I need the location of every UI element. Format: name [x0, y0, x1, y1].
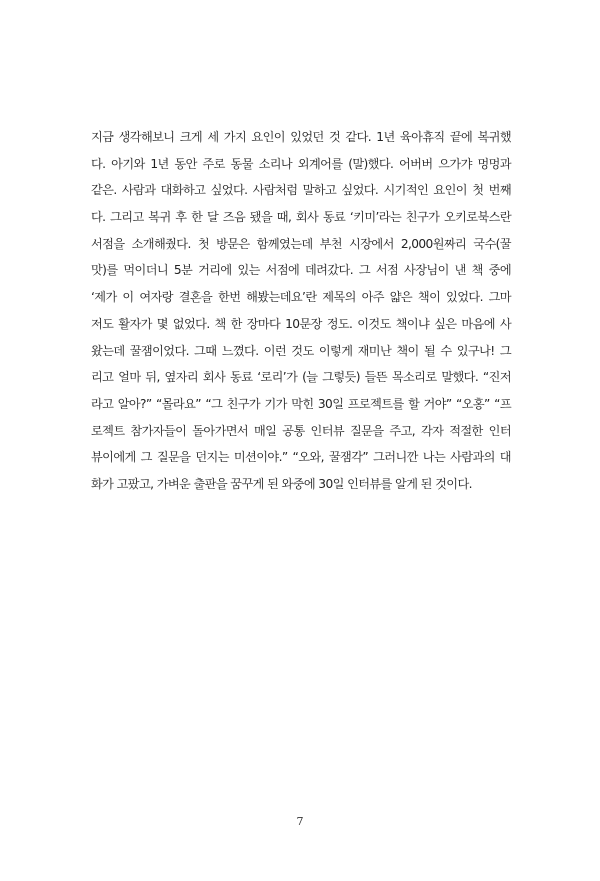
- text-line: 로젝트 참가자들이 돌아가면서 매일 공통 인터뷰 질문을 주고, 각자 적절한 인터: [91, 423, 511, 438]
- text-line: 리고 얼마 뒤, 옆자리 회사 동료 ‘로리’가 (늘 그렇듯) 들뜬 목소리로 말했다. “진저: [91, 370, 511, 385]
- text-line: 다. 그리고 복귀 후 한 달 즈음 됐을 때, 회사 동료 ‘키미’라는 친구가 오키로북스란: [91, 210, 511, 225]
- text-line: 다. 아기와 1년 동안 주로 동물 소리나 외계어를 (말)했다. 어버버 으가갸 멍멍과: [91, 156, 511, 171]
- text-line: 왔는데 꿀잼이었다. 그때 느꼈다. 이런 것도 이렇게 재미난 책이 될 수 있구나! 그: [91, 343, 511, 358]
- text-line: 뷰이에게 그 질문을 던지는 미션이야.” “오와, 꿀잼각” 그러니깐 나는 사람과의 대: [91, 450, 511, 465]
- text-line: 저도 활자가 몇 없었다. 책 한 장마다 10문장 정도. 이것도 책이냐 싶은 마음에 사: [91, 316, 511, 331]
- text-line-last: 화가 고팠고, 가벼운 출판을 꿈꾸게 된 와중에 30일 인터뷰를 알게 된 것이다.: [91, 476, 472, 491]
- text-line: 같은. 사람과 대화하고 싶었다. 사람처럼 말하고 싶었다. 시기적인 요인이 첫 번째: [91, 183, 511, 198]
- text-line: 지금 생각해보니 크게 세 가지 요인이 있었던 것 같다. 1년 육아휴직 끝에 복귀했: [91, 130, 511, 144]
- body-paragraph: [91, 124, 511, 498]
- page-number: 7: [296, 815, 304, 828]
- text-line: 서점을 소개해줬다. 첫 방문은 함께였는데 부천 시장에서 2,000원짜리 국수(꿀: [91, 236, 511, 251]
- text-line: 맛)를 먹이더니 5분 거리에 있는 서점에 데려갔다. 그 서점 사장님이 낸 책 중에: [91, 263, 511, 278]
- text-line: 라고 알아?” “몰라요” “그 친구가 기가 막힌 30일 프로젝트를 할 거야” “오홍” “프: [91, 396, 511, 411]
- text-line: ‘제가 이 여자랑 결혼을 한번 해봤는데요’란 제목의 아주 얇은 책이 있었다. 그마: [91, 290, 511, 305]
